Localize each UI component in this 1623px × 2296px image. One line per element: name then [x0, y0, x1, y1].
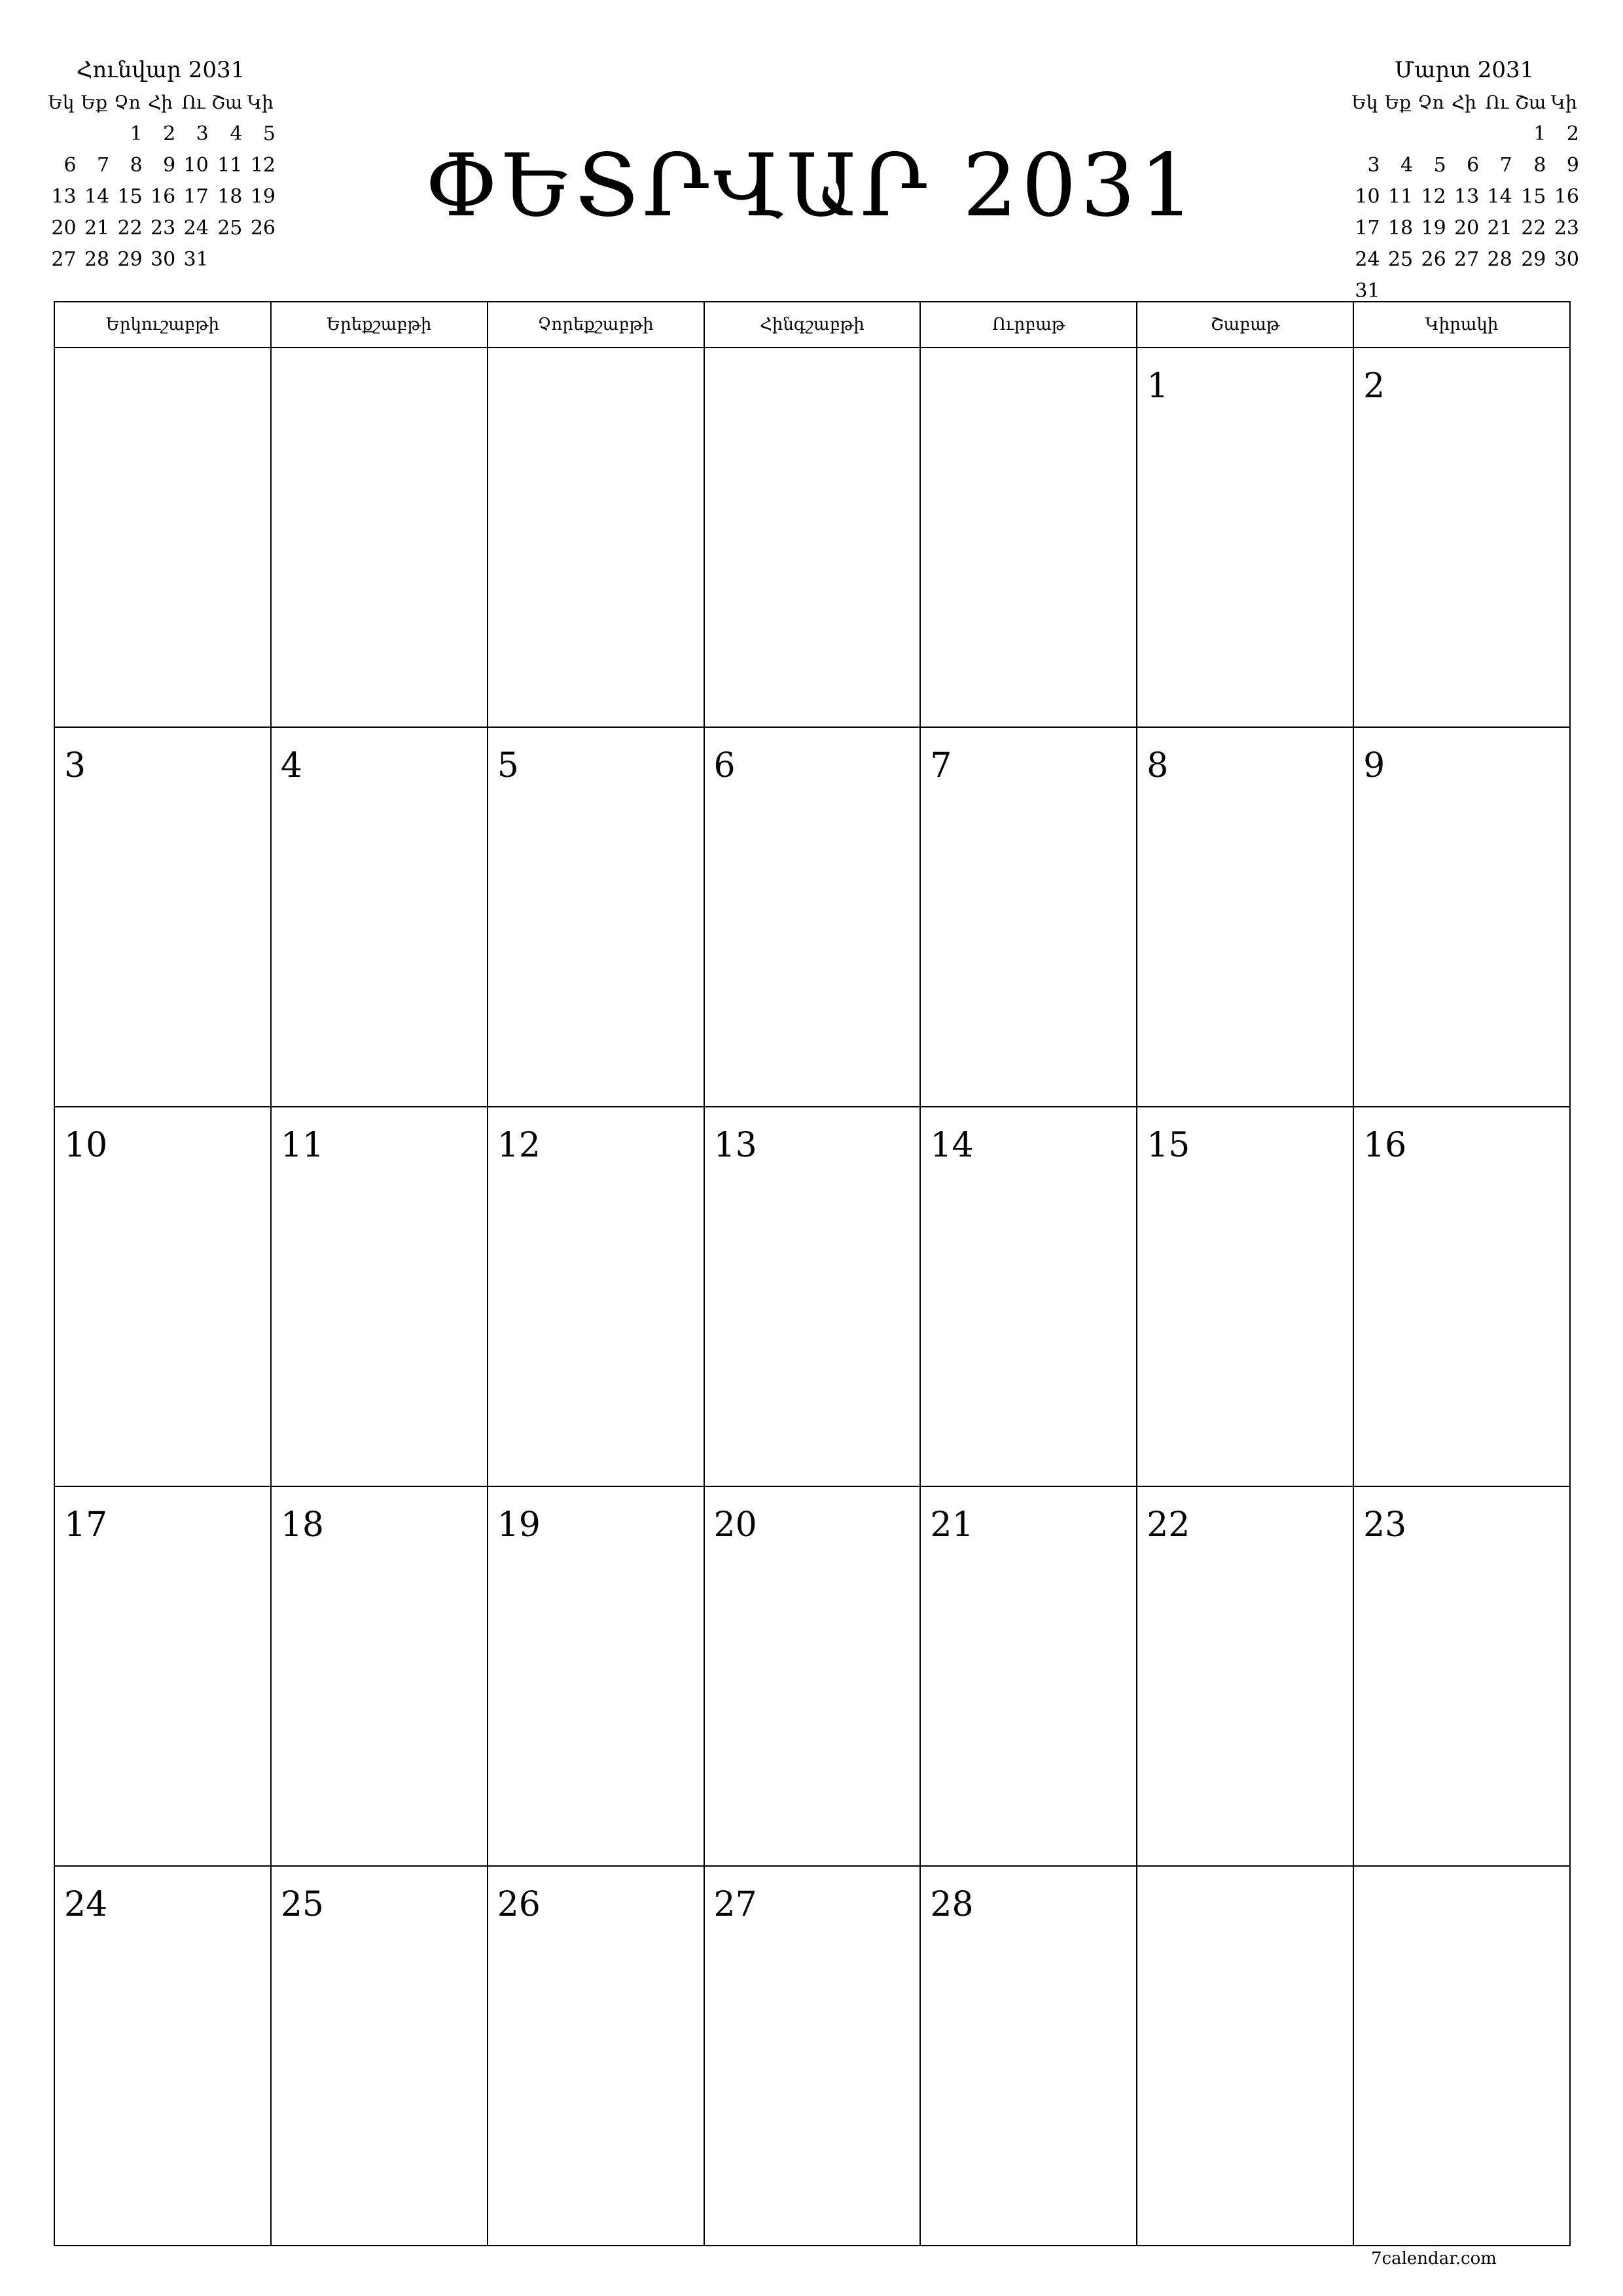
day-number: 14 [930, 1126, 974, 1165]
day-number: 1 [1147, 367, 1169, 406]
mini-day: 31 [183, 247, 209, 271]
mini-day: 6 [63, 153, 77, 177]
mini-week-row [45, 149, 277, 181]
mini-weekday: Ու [1485, 91, 1509, 113]
mini-weekday: Չո [114, 91, 141, 113]
mini-day: 19 [1421, 216, 1446, 240]
mini-day: 31 [1355, 279, 1380, 302]
mini-day: 23 [1554, 216, 1579, 240]
mini-calendar-title: Հունվար 2031 [76, 57, 245, 83]
day-number: 6 [713, 746, 736, 785]
mini-day: 2 [163, 122, 176, 145]
mini-week-row [45, 118, 277, 149]
day-cell[interactable] [920, 1107, 1137, 1486]
mini-day [1480, 118, 1514, 149]
week-row [54, 1486, 1570, 1866]
mini-day [210, 243, 244, 275]
mini-week-row [1348, 181, 1580, 212]
day-number: 24 [64, 1885, 108, 1924]
day-number: 16 [1363, 1126, 1407, 1165]
day-cell[interactable] [704, 1486, 921, 1866]
day-cell[interactable] [54, 348, 271, 727]
mini-weekday: Կի [247, 91, 274, 113]
mini-weekday: Եկ [1351, 91, 1378, 113]
mini-day: 12 [1421, 185, 1446, 208]
day-cell[interactable] [271, 1486, 488, 1866]
mini-day: 25 [1387, 247, 1414, 271]
day-cell[interactable] [1353, 348, 1570, 727]
day-number: 4 [280, 746, 302, 785]
mini-calendar-table [1348, 86, 1580, 306]
mini-day: 11 [1387, 185, 1414, 208]
weekday-header: Շաբաթ [1137, 302, 1353, 348]
day-cell[interactable] [54, 727, 271, 1107]
mini-day: 21 [84, 216, 110, 240]
mini-week-row [45, 243, 277, 275]
mini-day [1348, 118, 1382, 149]
mini-week-row [1348, 212, 1580, 243]
weekday-header: Հինգշաբթի [704, 302, 921, 348]
mini-calendar-title: Մարտ 2031 [1394, 57, 1535, 83]
mini-day: 13 [51, 185, 77, 208]
mini-day [243, 243, 277, 275]
day-number: 26 [497, 1885, 541, 1924]
mini-day [45, 118, 78, 149]
mini-day: 26 [250, 216, 276, 240]
day-cell[interactable] [488, 1486, 704, 1866]
day-cell[interactable] [271, 1866, 488, 2246]
week-row [54, 1866, 1570, 2246]
mini-week-row [1348, 149, 1580, 181]
footer-credit: 7calendar.com [1371, 2249, 1497, 2269]
mini-day: 23 [151, 216, 176, 240]
day-cell[interactable] [1137, 727, 1353, 1107]
mini-day [1382, 118, 1415, 149]
mini-weekday: Շա [1514, 91, 1546, 113]
mini-day: 30 [1554, 247, 1579, 271]
day-number: 22 [1147, 1505, 1190, 1545]
mini-day: 24 [1355, 247, 1380, 271]
mini-day: 25 [217, 216, 243, 240]
mini-day: 27 [51, 247, 77, 271]
day-number: 12 [497, 1126, 541, 1165]
day-cell[interactable] [1137, 348, 1353, 727]
day-cell[interactable] [704, 1107, 921, 1486]
mini-day: 17 [183, 185, 209, 208]
mini-day: 1 [1533, 122, 1546, 145]
mini-day: 14 [84, 185, 110, 208]
day-number: 5 [497, 746, 519, 785]
weekday-header: Կիրակի [1353, 302, 1570, 348]
day-number: 17 [64, 1505, 108, 1545]
mini-day: 6 [1467, 153, 1480, 177]
mini-day: 9 [163, 153, 176, 177]
day-number: 20 [713, 1505, 757, 1545]
week-row [54, 727, 1570, 1107]
day-cell[interactable] [1353, 1866, 1570, 2246]
mini-weekday: Շա [211, 91, 243, 113]
mini-calendar-table [45, 86, 277, 275]
day-cell[interactable] [920, 1866, 1137, 2246]
mini-day: 8 [1533, 153, 1546, 177]
day-number: 13 [713, 1126, 757, 1165]
day-cell[interactable] [920, 727, 1137, 1107]
mini-day: 18 [217, 185, 243, 208]
weekday-header-row [54, 302, 1570, 348]
day-cell[interactable] [1137, 1866, 1353, 2246]
day-number: 18 [280, 1505, 325, 1545]
mini-weekday-row [1348, 86, 1580, 118]
mini-day: 14 [1487, 185, 1512, 208]
day-number: 19 [497, 1505, 541, 1545]
weekday-header: Երկուշաբթի [54, 302, 271, 348]
mini-day: 28 [84, 247, 110, 271]
mini-calendar-next-month [1348, 54, 1580, 306]
mini-week-row [45, 212, 277, 243]
mini-weekday-row [45, 86, 277, 118]
day-number: 7 [930, 746, 952, 785]
day-cell[interactable] [1353, 1486, 1570, 1866]
day-cell[interactable] [488, 1866, 704, 2246]
mini-day: 12 [250, 153, 276, 177]
mini-weekday: Ու [181, 91, 205, 113]
mini-day: 13 [1454, 185, 1480, 208]
day-number: 15 [1147, 1126, 1190, 1165]
day-cell[interactable] [1137, 1486, 1353, 1866]
mini-day: 22 [1521, 216, 1546, 240]
mini-day: 26 [1421, 247, 1446, 271]
mini-day: 5 [262, 122, 276, 145]
day-number: 21 [930, 1505, 974, 1545]
mini-day: 3 [1367, 153, 1380, 177]
mini-week-row [45, 181, 277, 212]
weekday-header: Երեքշաբթի [271, 302, 488, 348]
mini-day: 20 [51, 216, 77, 240]
day-cell[interactable] [488, 727, 704, 1107]
mini-day [78, 118, 111, 149]
mini-day: 21 [1487, 216, 1512, 240]
day-cell[interactable] [1353, 727, 1570, 1107]
day-number: 10 [64, 1126, 108, 1165]
day-cell[interactable] [704, 348, 921, 727]
page-title: ՓԵՏՐՎԱՐ 2031 [425, 135, 1198, 236]
day-number: 28 [930, 1885, 974, 1924]
day-cell[interactable] [54, 1486, 271, 1866]
day-cell[interactable] [704, 1866, 921, 2246]
day-cell[interactable] [920, 348, 1137, 727]
weekday-header: Ուրբաթ [920, 302, 1137, 348]
mini-week-row [1348, 118, 1580, 149]
mini-day: 2 [1566, 122, 1579, 145]
mini-day: 17 [1355, 216, 1380, 240]
day-number: 2 [1363, 367, 1385, 406]
mini-day: 15 [117, 185, 143, 208]
weekday-header: Չորեքշաբթի [488, 302, 704, 348]
mini-calendar-prev-month [45, 54, 277, 275]
mini-day: 9 [1566, 153, 1579, 177]
day-cell[interactable] [54, 1866, 271, 2246]
day-number: 25 [280, 1885, 325, 1924]
mini-day: 22 [117, 216, 143, 240]
mini-day: 11 [217, 153, 243, 177]
day-cell[interactable] [920, 1486, 1137, 1866]
day-number: 23 [1363, 1505, 1407, 1545]
mini-weekday: Հի [147, 91, 173, 113]
mini-day: 5 [1433, 153, 1446, 177]
day-cell[interactable] [54, 1107, 271, 1486]
mini-day: 3 [196, 122, 209, 145]
mini-day: 7 [1499, 153, 1512, 177]
day-cell[interactable] [1353, 1107, 1570, 1486]
day-number: 3 [64, 746, 86, 785]
day-number: 8 [1147, 746, 1169, 785]
day-cell[interactable] [1137, 1107, 1353, 1486]
mini-day: 16 [151, 185, 176, 208]
week-row [54, 348, 1570, 727]
day-number: 11 [280, 1126, 325, 1165]
mini-day: 29 [1521, 247, 1546, 271]
mini-day: 10 [183, 153, 209, 177]
mini-weekday: Եկ [48, 91, 75, 113]
day-cell[interactable] [704, 727, 921, 1107]
month-grid [54, 301, 1571, 2246]
mini-day: 10 [1355, 185, 1380, 208]
mini-weekday: Չո [1418, 91, 1444, 113]
mini-day: 1 [130, 122, 143, 145]
mini-day [1448, 118, 1481, 149]
mini-weekday: Հի [1451, 91, 1476, 113]
day-cell[interactable] [271, 1107, 488, 1486]
day-number: 27 [713, 1885, 757, 1924]
mini-weekday: Եք [1384, 91, 1412, 113]
day-cell[interactable] [488, 1107, 704, 1486]
mini-day: 30 [151, 247, 176, 271]
mini-day: 27 [1454, 247, 1480, 271]
day-cell[interactable] [271, 348, 488, 727]
day-cell[interactable] [271, 727, 488, 1107]
mini-day: 8 [130, 153, 143, 177]
mini-day: 19 [250, 185, 276, 208]
week-row [54, 1107, 1570, 1486]
mini-day [1414, 118, 1448, 149]
mini-day: 20 [1454, 216, 1480, 240]
mini-day: 15 [1521, 185, 1546, 208]
mini-weekday: Եք [80, 91, 108, 113]
mini-day: 24 [183, 216, 209, 240]
mini-day: 29 [117, 247, 143, 271]
mini-day: 7 [97, 153, 110, 177]
mini-day: 4 [230, 122, 243, 145]
mini-week-row [1348, 243, 1580, 275]
mini-day: 28 [1487, 247, 1512, 271]
mini-weekday: Կի [1550, 91, 1577, 113]
day-number: 9 [1363, 746, 1385, 785]
day-cell[interactable] [488, 348, 704, 727]
mini-day: 16 [1554, 185, 1579, 208]
mini-day: 4 [1400, 153, 1414, 177]
mini-day: 18 [1387, 216, 1414, 240]
